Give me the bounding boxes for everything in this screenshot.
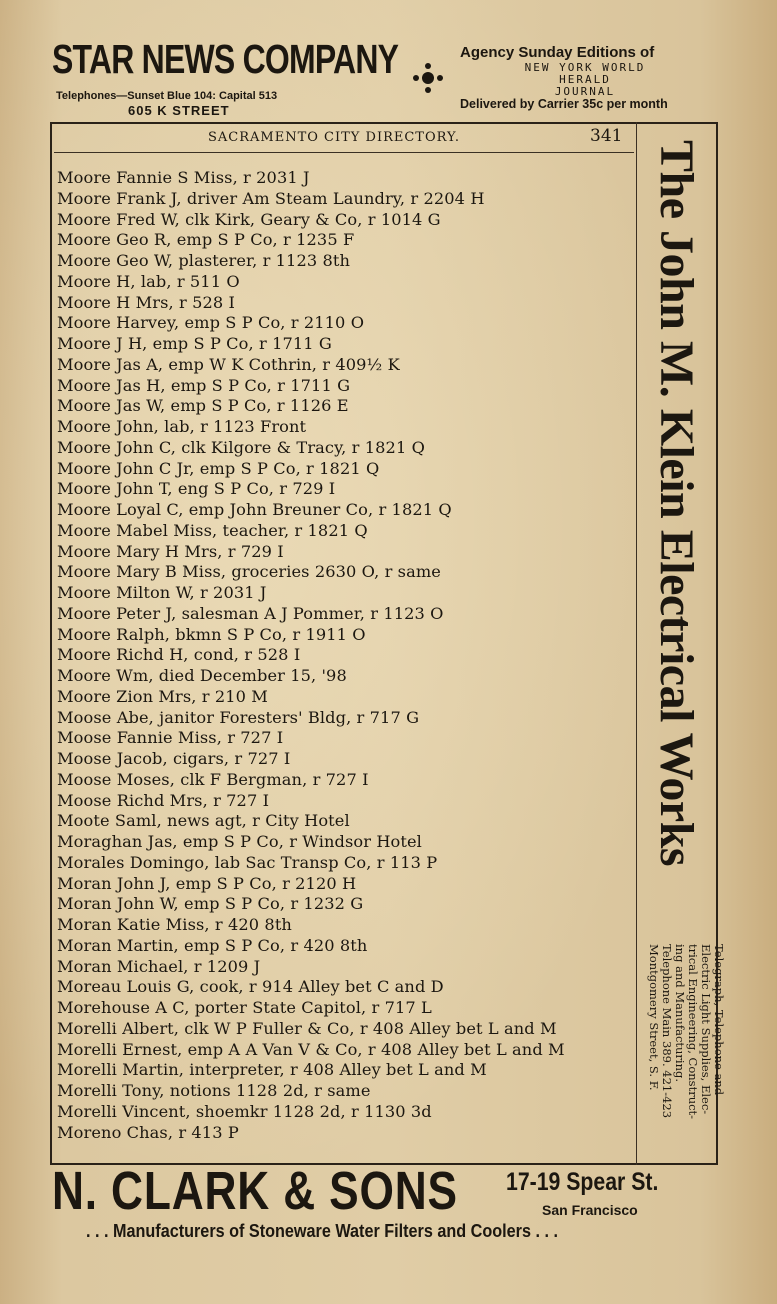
directory-entry: Moran Michael, r 1209 J [57, 956, 261, 976]
clark-address: 17-19 Spear St. [506, 1168, 659, 1196]
klein-detail-line: trical Engineering, Construct- [686, 944, 700, 1120]
directory-entry: Moote Saml, news agt, r City Hotel [57, 811, 350, 831]
klein-detail-line: Electric Light Supplies, Elec- [699, 944, 713, 1115]
directory-entry: Moose Jacob, cigars, r 727 I [57, 749, 291, 768]
directory-entry: Moore John, lab, r 1123 Front [57, 417, 307, 436]
directory-entry: Moore Frank J, driver Am Steam Laundry, r 2204 H [57, 188, 485, 208]
directory-entry: Moose Abe, janitor Foresters' Bldg, r 717 G [57, 707, 420, 727]
klein-details [645, 944, 725, 1158]
directory-entry: Moose Moses, clk F Bergman, r 727 I [57, 769, 369, 789]
running-head-title: SACRAMENTO CITY DIRECTORY. [208, 130, 461, 145]
directory-entry: Moore Zion Mrs, r 210 M [57, 686, 268, 706]
directory-entry: Moore H, lab, r 511 O [57, 271, 240, 291]
directory-entry: Moore John C Jr, emp S P Co, r 1821 Q [57, 458, 380, 478]
directory-entry: Moore Geo R, emp S P Co, r 1235 F [57, 230, 355, 250]
directory-entry: Moore Ralph, bkmn S P Co, r 1911 O [57, 624, 366, 644]
directory-entry: Moore Peter J, salesman A J Pommer, r 1123 O [57, 603, 444, 623]
page-number: 341 [590, 126, 623, 146]
directory-entry: Morales Domingo, lab Sac Transp Co, r 113 P [57, 852, 438, 872]
running-head-rule [54, 152, 634, 153]
header-advertisement [0, 0, 777, 120]
delivery-note: Delivered by Carrier 35c per month [460, 97, 668, 111]
star-news-telephones: Telephones—Sunset Blue 104: Capital 513 [56, 90, 278, 102]
directory-entry: Moran John J, emp S P Co, r 2120 H [57, 873, 357, 893]
directory-entry: Moore Richd H, cond, r 528 I [57, 645, 301, 665]
agency-papers [470, 62, 700, 98]
directory-entry: Moore Harvey, emp S P Co, r 2110 O [57, 313, 365, 333]
directory-entry: Morelli Martin, interpreter, r 408 Alley bet L and M [57, 1060, 487, 1080]
directory-entry: Moore Loyal C, emp John Breuner Co, r 1821 Q [57, 500, 452, 519]
directory-entry: Moore Mary H Mrs, r 729 I [57, 541, 284, 561]
directory-entry: Moore John C, clk Kilgore & Tracy, r 1821 Q [57, 437, 425, 457]
star-news-street: 605 K STREET [128, 103, 230, 118]
klein-detail-line: ing and Manufacturing. [673, 944, 687, 1083]
directory-entry: Moore Geo W, plasterer, r 1123 8th [57, 251, 351, 270]
klein-detail-line: Telephone Main 389. 421-423 [660, 944, 674, 1119]
klein-detail-line: Telegraph, Telephone and [712, 944, 726, 1096]
ornament-dots-icon [408, 58, 448, 98]
klein-advertisement [650, 140, 704, 920]
directory-entry: Moore Wm, died December 15, '98 [57, 666, 347, 685]
paper-name: NEW YORK WORLD [524, 61, 646, 74]
directory-entry: Moore John T, eng S P Co, r 729 I [57, 479, 336, 499]
directory-entry: Moran John W, emp S P Co, r 1232 G [57, 894, 364, 914]
directory-entry: Moore H Mrs, r 528 I [57, 292, 236, 312]
directory-entry: Moran Martin, emp S P Co, r 420 8th [57, 935, 368, 955]
directory-entry: Moose Richd Mrs, r 727 I [57, 790, 270, 810]
clark-tagline: . . . Manufacturers of Stoneware Water Filters and Coolers . . . [86, 1221, 559, 1241]
directory-entry: Moore Jas W, emp S P Co, r 1126 E [57, 396, 349, 416]
directory-entry: Moran Katie Miss, r 420 8th [57, 915, 292, 934]
directory-entry: Morelli Albert, clk W P Fuller & Co, r 408 Alley bet L and M [57, 1018, 557, 1038]
paper-name: JOURNAL [554, 85, 616, 98]
directory-entry: Moore J H, emp S P Co, r 1711 G [57, 334, 332, 353]
directory-entries [57, 168, 637, 1143]
directory-entry: Moreno Chas, r 413 P [57, 1122, 239, 1142]
directory-entry: Morehouse A C, porter State Capitol, r 717 L [57, 998, 432, 1017]
frame-border [50, 122, 52, 1165]
clark-city: San Francisco [542, 1202, 638, 1218]
directory-entry: Morelli Vincent, shoemkr 1128 2d, r 1130 3d [57, 1101, 432, 1121]
directory-entry: Moore Mary B Miss, groceries 2630 O, r same [57, 562, 441, 582]
directory-entry: Moose Fannie Miss, r 727 I [57, 728, 284, 748]
paper-name: HERALD [559, 73, 611, 86]
clark-company-name: N. CLARK & SONS [52, 1161, 458, 1221]
klein-company-name: The John M. Klein Electrical Works [650, 140, 703, 867]
klein-detail-line: Montgomery Street, S. F. [647, 944, 661, 1091]
directory-entry: Moore Jas A, emp W K Cothrin, r 409½ K [57, 354, 400, 374]
frame-border [50, 122, 718, 124]
directory-entry: Moreau Louis G, cook, r 914 Alley bet C and D [57, 977, 444, 997]
directory-entry: Morelli Tony, notions 1128 2d, r same [57, 1081, 371, 1100]
directory-entry: Moore Milton W, r 2031 J [57, 583, 267, 602]
directory-entry: Moore Mabel Miss, teacher, r 1821 Q [57, 520, 368, 540]
directory-entry: Morelli Ernest, emp A A Van V & Co, r 408 Alley bet L and M [57, 1039, 565, 1059]
directory-entry: Moore Jas H, emp S P Co, r 1711 G [57, 375, 351, 395]
directory-entry: Moore Fred W, clk Kirk, Geary & Co, r 1014 G [57, 209, 441, 229]
directory-entry: Moraghan Jas, emp S P Co, r Windsor Hotel [57, 832, 422, 851]
directory-entry: Moore Fannie S Miss, r 2031 J [57, 168, 310, 187]
star-news-company-title: STAR NEWS COMPANY [52, 36, 399, 82]
agency-heading: Agency Sunday Editions of [460, 44, 655, 61]
